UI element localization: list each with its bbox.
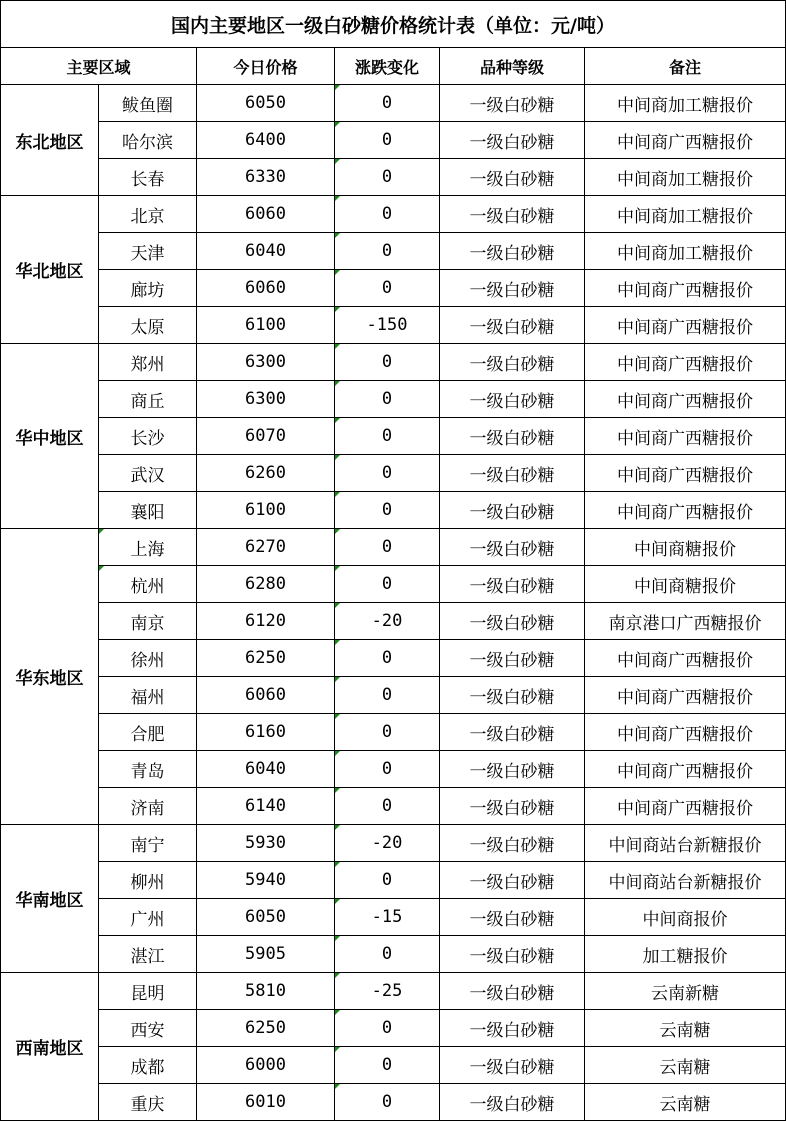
table-row xyxy=(1,529,786,566)
region-cell: 华中地区 xyxy=(1,344,99,529)
table-row xyxy=(1,936,786,973)
header-region: 主要区域 xyxy=(1,48,197,85)
change-cell: -25 xyxy=(335,973,440,1010)
city-cell: 济南 xyxy=(99,788,197,825)
grade-cell: 一级白砂糖 xyxy=(440,159,585,196)
note-cell: 南京港口广西糖报价 xyxy=(585,603,786,640)
change-cell: 0 xyxy=(335,566,440,603)
price-cell: 6040 xyxy=(197,233,335,270)
note-cell: 中间商广西糖报价 xyxy=(585,381,786,418)
price-cell: 6140 xyxy=(197,788,335,825)
table-row xyxy=(1,862,786,899)
price-cell: 6250 xyxy=(197,640,335,677)
region-cell: 华东地区 xyxy=(1,529,99,825)
table-row xyxy=(1,122,786,159)
grade-cell: 一级白砂糖 xyxy=(440,455,585,492)
table-row xyxy=(1,344,786,381)
price-cell: 6010 xyxy=(197,1084,335,1121)
change-cell: 0 xyxy=(335,159,440,196)
grade-cell: 一级白砂糖 xyxy=(440,825,585,862)
table-row xyxy=(1,788,786,825)
change-cell: 0 xyxy=(335,936,440,973)
city-cell: 郑州 xyxy=(99,344,197,381)
grade-cell: 一级白砂糖 xyxy=(440,381,585,418)
grade-cell: 一级白砂糖 xyxy=(440,936,585,973)
note-cell: 中间商广西糖报价 xyxy=(585,270,786,307)
note-cell: 中间商广西糖报价 xyxy=(585,751,786,788)
price-cell: 6250 xyxy=(197,1010,335,1047)
change-cell: 0 xyxy=(335,788,440,825)
table-row xyxy=(1,85,786,122)
city-cell: 武汉 xyxy=(99,455,197,492)
note-cell: 云南糖 xyxy=(585,1084,786,1121)
city-cell: 长沙 xyxy=(99,418,197,455)
price-cell: 6300 xyxy=(197,381,335,418)
grade-cell: 一级白砂糖 xyxy=(440,233,585,270)
change-cell: 0 xyxy=(335,270,440,307)
region-cell: 东北地区 xyxy=(1,85,99,196)
header-row xyxy=(1,48,786,85)
note-cell: 中间商广西糖报价 xyxy=(585,714,786,751)
price-cell: 6100 xyxy=(197,307,335,344)
table-row xyxy=(1,973,786,1010)
region-cell: 华南地区 xyxy=(1,825,99,973)
table-row xyxy=(1,677,786,714)
change-cell: 0 xyxy=(335,418,440,455)
city-cell: 南宁 xyxy=(99,825,197,862)
price-cell: 6330 xyxy=(197,159,335,196)
price-cell: 5905 xyxy=(197,936,335,973)
table-row xyxy=(1,492,786,529)
change-cell: 0 xyxy=(335,1010,440,1047)
table-row xyxy=(1,640,786,677)
price-cell: 6270 xyxy=(197,529,335,566)
change-cell: 0 xyxy=(335,714,440,751)
change-cell: -150 xyxy=(335,307,440,344)
note-cell: 中间商广西糖报价 xyxy=(585,344,786,381)
change-cell: -15 xyxy=(335,899,440,936)
change-cell: 0 xyxy=(335,529,440,566)
grade-cell: 一级白砂糖 xyxy=(440,492,585,529)
price-cell: 6400 xyxy=(197,122,335,159)
grade-cell: 一级白砂糖 xyxy=(440,1084,585,1121)
change-cell: 0 xyxy=(335,85,440,122)
region-cell: 华北地区 xyxy=(1,196,99,344)
city-cell: 长春 xyxy=(99,159,197,196)
table-row xyxy=(1,270,786,307)
city-cell: 重庆 xyxy=(99,1084,197,1121)
table-row xyxy=(1,1084,786,1121)
price-cell: 5940 xyxy=(197,862,335,899)
note-cell: 加工糖报价 xyxy=(585,936,786,973)
grade-cell: 一级白砂糖 xyxy=(440,418,585,455)
price-cell: 6050 xyxy=(197,85,335,122)
note-cell: 中间商站台新糖报价 xyxy=(585,825,786,862)
note-cell: 中间商站台新糖报价 xyxy=(585,862,786,899)
city-cell: 天津 xyxy=(99,233,197,270)
change-cell: -20 xyxy=(335,603,440,640)
grade-cell: 一级白砂糖 xyxy=(440,196,585,233)
change-cell: 0 xyxy=(335,1047,440,1084)
change-cell: 0 xyxy=(335,677,440,714)
table-row xyxy=(1,566,786,603)
note-cell: 中间商广西糖报价 xyxy=(585,122,786,159)
city-cell: 合肥 xyxy=(99,714,197,751)
header-note: 备注 xyxy=(585,48,786,85)
table-row xyxy=(1,1010,786,1047)
table-row xyxy=(1,1047,786,1084)
note-cell: 中间商报价 xyxy=(585,899,786,936)
header-price: 今日价格 xyxy=(197,48,335,85)
price-cell: 5810 xyxy=(197,973,335,1010)
table-row xyxy=(1,307,786,344)
grade-cell: 一级白砂糖 xyxy=(440,270,585,307)
city-cell: 青岛 xyxy=(99,751,197,788)
city-cell: 广州 xyxy=(99,899,197,936)
table-row xyxy=(1,899,786,936)
note-cell: 中间商广西糖报价 xyxy=(585,492,786,529)
grade-cell: 一级白砂糖 xyxy=(440,344,585,381)
city-cell: 襄阳 xyxy=(99,492,197,529)
change-cell: 0 xyxy=(335,344,440,381)
city-cell: 湛江 xyxy=(99,936,197,973)
city-cell: 北京 xyxy=(99,196,197,233)
note-cell: 云南糖 xyxy=(585,1010,786,1047)
city-cell: 南京 xyxy=(99,603,197,640)
change-cell: 0 xyxy=(335,196,440,233)
note-cell: 中间商加工糖报价 xyxy=(585,196,786,233)
city-cell: 上海 xyxy=(99,529,197,566)
price-cell: 6050 xyxy=(197,899,335,936)
table-row xyxy=(1,825,786,862)
city-cell: 成都 xyxy=(99,1047,197,1084)
price-cell: 5930 xyxy=(197,825,335,862)
table-row xyxy=(1,455,786,492)
grade-cell: 一级白砂糖 xyxy=(440,603,585,640)
grade-cell: 一级白砂糖 xyxy=(440,788,585,825)
city-cell: 商丘 xyxy=(99,381,197,418)
grade-cell: 一级白砂糖 xyxy=(440,899,585,936)
price-cell: 6000 xyxy=(197,1047,335,1084)
table-title: 国内主要地区一级白砂糖价格统计表（单位：元/吨） xyxy=(1,1,786,48)
price-cell: 6260 xyxy=(197,455,335,492)
grade-cell: 一级白砂糖 xyxy=(440,714,585,751)
city-cell: 杭州 xyxy=(99,566,197,603)
change-cell: 0 xyxy=(335,862,440,899)
grade-cell: 一级白砂糖 xyxy=(440,122,585,159)
grade-cell: 一级白砂糖 xyxy=(440,307,585,344)
price-cell: 6060 xyxy=(197,677,335,714)
price-cell: 6100 xyxy=(197,492,335,529)
table-row xyxy=(1,714,786,751)
city-cell: 福州 xyxy=(99,677,197,714)
grade-cell: 一级白砂糖 xyxy=(440,1010,585,1047)
change-cell: 0 xyxy=(335,233,440,270)
price-cell: 6060 xyxy=(197,270,335,307)
note-cell: 中间商加工糖报价 xyxy=(585,159,786,196)
grade-cell: 一级白砂糖 xyxy=(440,862,585,899)
note-cell: 中间商加工糖报价 xyxy=(585,85,786,122)
price-cell: 6060 xyxy=(197,196,335,233)
grade-cell: 一级白砂糖 xyxy=(440,1047,585,1084)
note-cell: 云南新糖 xyxy=(585,973,786,1010)
table-row xyxy=(1,196,786,233)
note-cell: 中间商广西糖报价 xyxy=(585,677,786,714)
city-cell: 太原 xyxy=(99,307,197,344)
price-cell: 6040 xyxy=(197,751,335,788)
table-row xyxy=(1,751,786,788)
table-row xyxy=(1,233,786,270)
change-cell: 0 xyxy=(335,381,440,418)
city-cell: 哈尔滨 xyxy=(99,122,197,159)
city-cell: 昆明 xyxy=(99,973,197,1010)
note-cell: 中间商糖报价 xyxy=(585,566,786,603)
region-cell: 西南地区 xyxy=(1,973,99,1121)
note-cell: 中间商加工糖报价 xyxy=(585,233,786,270)
price-cell: 6300 xyxy=(197,344,335,381)
grade-cell: 一级白砂糖 xyxy=(440,529,585,566)
city-cell: 柳州 xyxy=(99,862,197,899)
table-row xyxy=(1,159,786,196)
price-cell: 6160 xyxy=(197,714,335,751)
grade-cell: 一级白砂糖 xyxy=(440,677,585,714)
header-grade: 品种等级 xyxy=(440,48,585,85)
change-cell: 0 xyxy=(335,455,440,492)
grade-cell: 一级白砂糖 xyxy=(440,566,585,603)
note-cell: 中间商广西糖报价 xyxy=(585,418,786,455)
city-cell: 徐州 xyxy=(99,640,197,677)
note-cell: 中间商糖报价 xyxy=(585,529,786,566)
header-change: 涨跌变化 xyxy=(335,48,440,85)
table-row xyxy=(1,603,786,640)
title-row xyxy=(1,1,786,48)
note-cell: 中间商广西糖报价 xyxy=(585,455,786,492)
change-cell: 0 xyxy=(335,640,440,677)
price-cell: 6120 xyxy=(197,603,335,640)
price-cell: 6280 xyxy=(197,566,335,603)
note-cell: 云南糖 xyxy=(585,1047,786,1084)
city-cell: 鲅鱼圈 xyxy=(99,85,197,122)
change-cell: 0 xyxy=(335,1084,440,1121)
table-row xyxy=(1,418,786,455)
note-cell: 中间商广西糖报价 xyxy=(585,788,786,825)
note-cell: 中间商广西糖报价 xyxy=(585,307,786,344)
table-row xyxy=(1,381,786,418)
city-cell: 廊坊 xyxy=(99,270,197,307)
price-cell: 6070 xyxy=(197,418,335,455)
grade-cell: 一级白砂糖 xyxy=(440,640,585,677)
note-cell: 中间商广西糖报价 xyxy=(585,640,786,677)
city-cell: 西安 xyxy=(99,1010,197,1047)
change-cell: 0 xyxy=(335,751,440,788)
grade-cell: 一级白砂糖 xyxy=(440,973,585,1010)
change-cell: 0 xyxy=(335,492,440,529)
change-cell: -20 xyxy=(335,825,440,862)
grade-cell: 一级白砂糖 xyxy=(440,85,585,122)
change-cell: 0 xyxy=(335,122,440,159)
grade-cell: 一级白砂糖 xyxy=(440,751,585,788)
